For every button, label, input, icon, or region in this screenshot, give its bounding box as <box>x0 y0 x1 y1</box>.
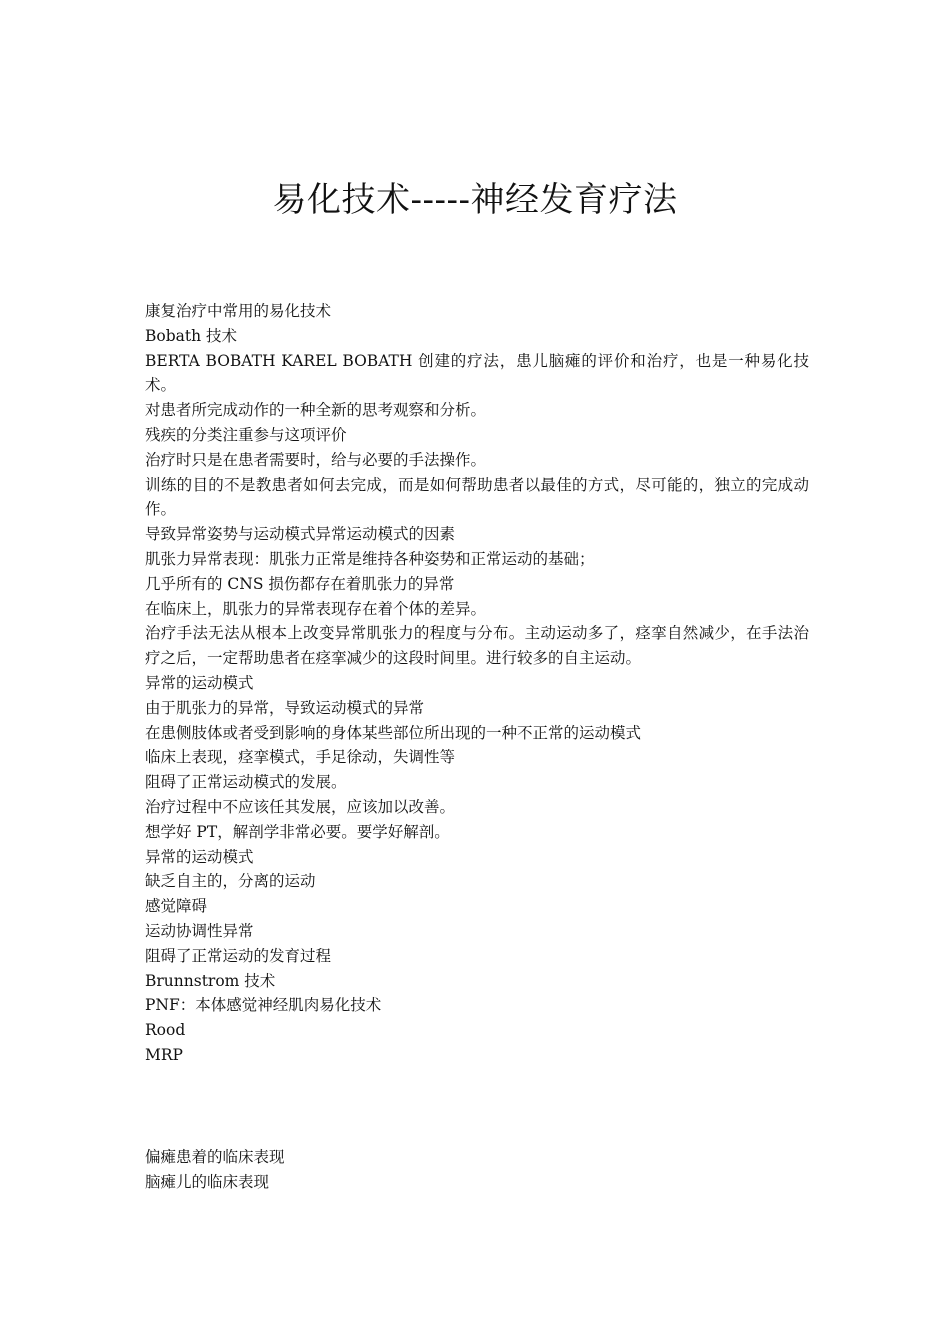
paragraph: 在患侧肢体或者受到影响的身体某些部位所出现的一种不正常的运动模式 <box>145 723 642 742</box>
paragraph: 在临床上，肌张力的异常表现存在着个体的差异。 <box>145 599 487 618</box>
paragraph: 治疗过程中不应该任其发展，应该加以改善。 <box>145 797 456 816</box>
paragraph: 异常的运动模式 <box>145 847 254 866</box>
paragraph: 康复治疗中常用的易化技术 <box>145 302 332 320</box>
paragraph: 导致异常姿势与运动模式异常运动模式的因素 <box>145 525 456 544</box>
paragraph: BERTA BOBATH KAREL BOBATH 创建的疗法，患儿脑瘫的评价和治疗，也是一种易化技术。 <box>145 351 809 395</box>
paragraph: 训练的目的不是教患者如何去完成，而是如何帮助患者以最佳的方式，尽可能的，独立的完成动作。 <box>145 475 809 519</box>
paragraph: 治疗时只是在患者需要时，给与必要的手法操作。 <box>145 450 487 469</box>
paragraph: 临床上表现，痉挛模式，手足徐动，失调性等 <box>145 748 456 767</box>
paragraph: PNF：本体感觉神经肌肉易化技术 <box>145 996 382 1015</box>
document-body <box>145 299 809 1068</box>
paragraph: 治疗手法无法从根本上改变异常肌张力的程度与分布。主动运动多了，痉挛自然减少，在手法治疗之后，一定帮助患者在痉挛减少的这段时间里。进行较多的自主运动。 <box>145 624 809 668</box>
paragraph: 异常的运动模式 <box>145 673 254 692</box>
document-title: 易化技术-----神经发育疗法 <box>272 180 678 220</box>
paragraph: 脑瘫儿的临床表现 <box>145 1172 270 1191</box>
paragraph: Rood <box>145 1021 186 1040</box>
paragraph: 几乎所有的 CNS 损伤都存在着肌张力的异常 <box>145 574 455 593</box>
paragraph: Bobath 技术 <box>145 326 238 345</box>
paragraph: 残疾的分类注重参与这项评价 <box>145 425 347 444</box>
paragraph: Brunnstrom 技术 <box>145 971 276 990</box>
paragraph: 想学好 PT，解剖学非常必要。要学好解剖。 <box>145 822 450 841</box>
paragraph: 阻碍了正常运动模式的发展。 <box>145 773 347 792</box>
paragraph: 肌张力异常表现：肌张力正常是维持各种姿势和正常运动的基础； <box>145 549 595 568</box>
paragraph: 对患者所完成动作的一种全新的思考观察和分析。 <box>145 401 487 420</box>
closing-section <box>145 1145 809 1195</box>
paragraph: 偏瘫患着的临床表现 <box>145 1148 285 1166</box>
paragraph: 缺乏自主的，分离的运动 <box>145 872 316 891</box>
paragraph: MRP <box>145 1045 183 1064</box>
paragraph: 由于肌张力的异常，导致运动模式的异常 <box>145 698 425 717</box>
paragraph: 运动协调性异常 <box>145 921 254 940</box>
paragraph: 感觉障碍 <box>145 897 208 916</box>
paragraph: 阻碍了正常运动的发育过程 <box>145 946 332 965</box>
